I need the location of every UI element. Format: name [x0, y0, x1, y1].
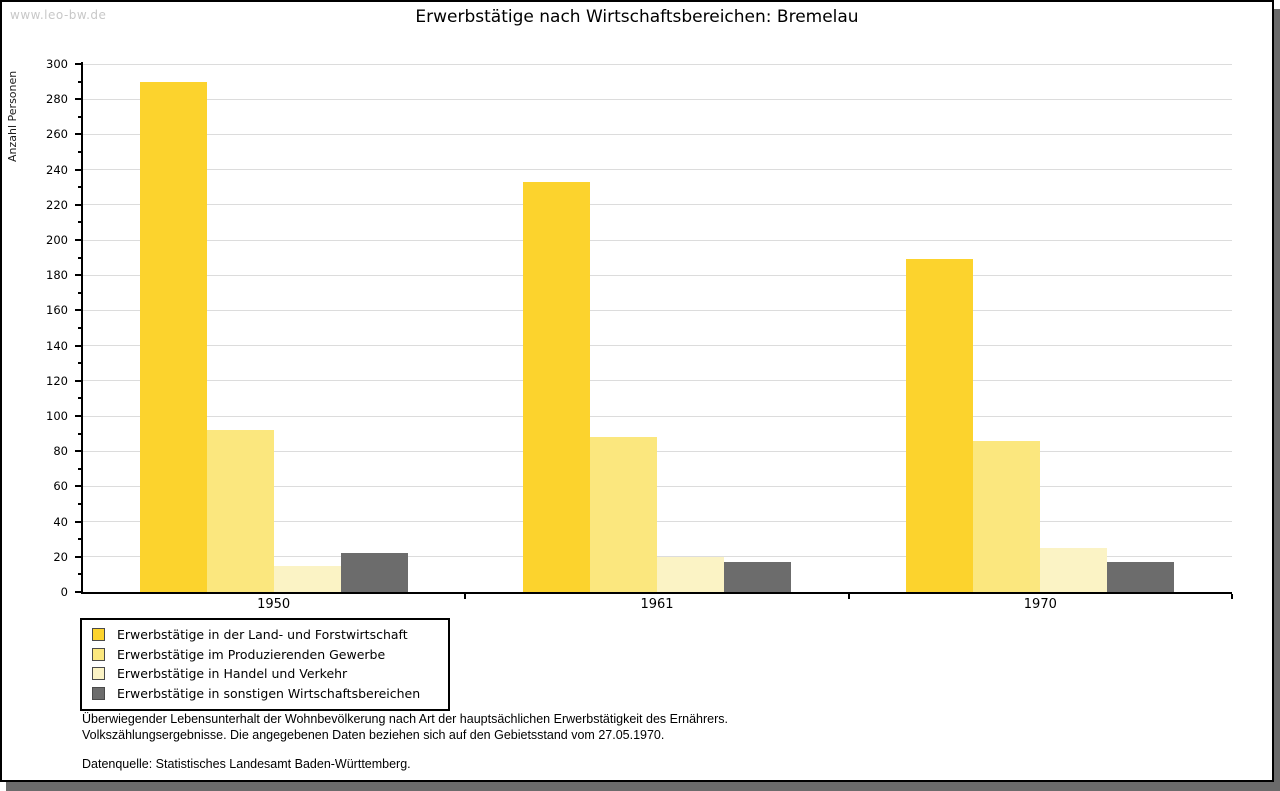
gridline [83, 64, 1232, 65]
bar-1970-series-2 [1040, 548, 1107, 592]
legend-label: Erwerbstätige in Handel und Verkehr [117, 666, 348, 682]
gridline [83, 310, 1232, 311]
page-title: Erwerbstätige nach Wirtschaftsbereichen: Bremelau [415, 7, 859, 27]
legend [80, 618, 450, 711]
bar-1970-series-1 [973, 441, 1040, 592]
y-tick-label: 100 [46, 409, 68, 423]
x-tick [1231, 594, 1233, 599]
gridline [83, 99, 1232, 100]
y-tick-label: 260 [46, 127, 68, 142]
gridline [83, 169, 1232, 170]
x-axis-line [81, 592, 1232, 594]
bar-1961-series-2 [657, 557, 724, 592]
gridline [83, 275, 1232, 276]
y-tick-label: 180 [46, 268, 68, 283]
legend-swatch-icon [92, 687, 105, 700]
bar-1961-series-3 [724, 562, 791, 592]
y-tick-label: 300 [46, 57, 68, 71]
y-tick-label: 20 [53, 549, 68, 564]
y-tick-label: 280 [46, 92, 68, 107]
legend-row [90, 664, 440, 684]
gridline [83, 380, 1232, 381]
legend-row [90, 684, 440, 704]
y-axis-label: Anzahl Personen [6, 70, 19, 162]
legend-swatch-icon [92, 628, 105, 641]
y-tick-label: 240 [46, 162, 68, 177]
bar-1970-series-3 [1107, 562, 1174, 592]
gridline [83, 204, 1232, 205]
y-tick-label: 160 [46, 303, 68, 318]
gridline [83, 416, 1232, 417]
watermark: www.leo-bw.de [10, 8, 107, 22]
y-axis-line [81, 62, 83, 592]
y-tick-label: 40 [53, 514, 68, 529]
bar-1950-series-2 [274, 566, 341, 592]
y-tick-label: 120 [46, 373, 68, 388]
legend-swatch-icon [92, 648, 105, 661]
y-tick-label: 0 [60, 585, 68, 599]
x-tick-label: 1970 [1023, 597, 1057, 612]
gridline [83, 134, 1232, 135]
x-tick [848, 594, 850, 599]
x-tick-label: 1950 [257, 597, 291, 612]
bar-1950-series-1 [207, 430, 274, 592]
data-source: Datenquelle: Statistisches Landesamt Baden-Württemberg. [82, 757, 411, 771]
bar-1970-series-0 [906, 259, 973, 592]
bar-1950-series-3 [341, 553, 408, 592]
legend-row [90, 645, 440, 665]
gridline [83, 345, 1232, 346]
legend-label: Erwerbstätige in der Land- und Forstwirtschaft [117, 627, 408, 643]
y-tick-label: 200 [46, 233, 68, 247]
footer-notes [82, 712, 728, 773]
legend-label: Erwerbstätige im Produzierenden Gewerbe [117, 646, 386, 662]
y-tick-label: 60 [53, 479, 68, 494]
bar-1950-series-0 [140, 82, 207, 592]
bar-1961-series-1 [590, 437, 657, 592]
legend-row [90, 625, 440, 645]
y-tick-label: 140 [46, 338, 68, 353]
legend-label: Erwerbstätige in sonstigen Wirtschaftsbereichen [117, 685, 421, 701]
footer-line-1: Überwiegender Lebensunterhalt der Wohnbevölkerung nach Art der hauptsächlichen Erwerbstätigkeit des Ernährers. [82, 712, 728, 726]
x-tick [464, 594, 466, 599]
gridline [83, 240, 1232, 241]
footer-line-2: Volkszählungsergebnisse. Die angegebenen Daten beziehen sich auf den Gebietsstand vom 27.05.1970. [82, 727, 665, 742]
y-tick-label: 220 [46, 197, 68, 212]
y-tick-label: 80 [53, 444, 68, 459]
x-tick-label: 1961 [640, 597, 674, 612]
legend-swatch-icon [92, 667, 105, 680]
bar-1961-series-0 [523, 182, 590, 592]
